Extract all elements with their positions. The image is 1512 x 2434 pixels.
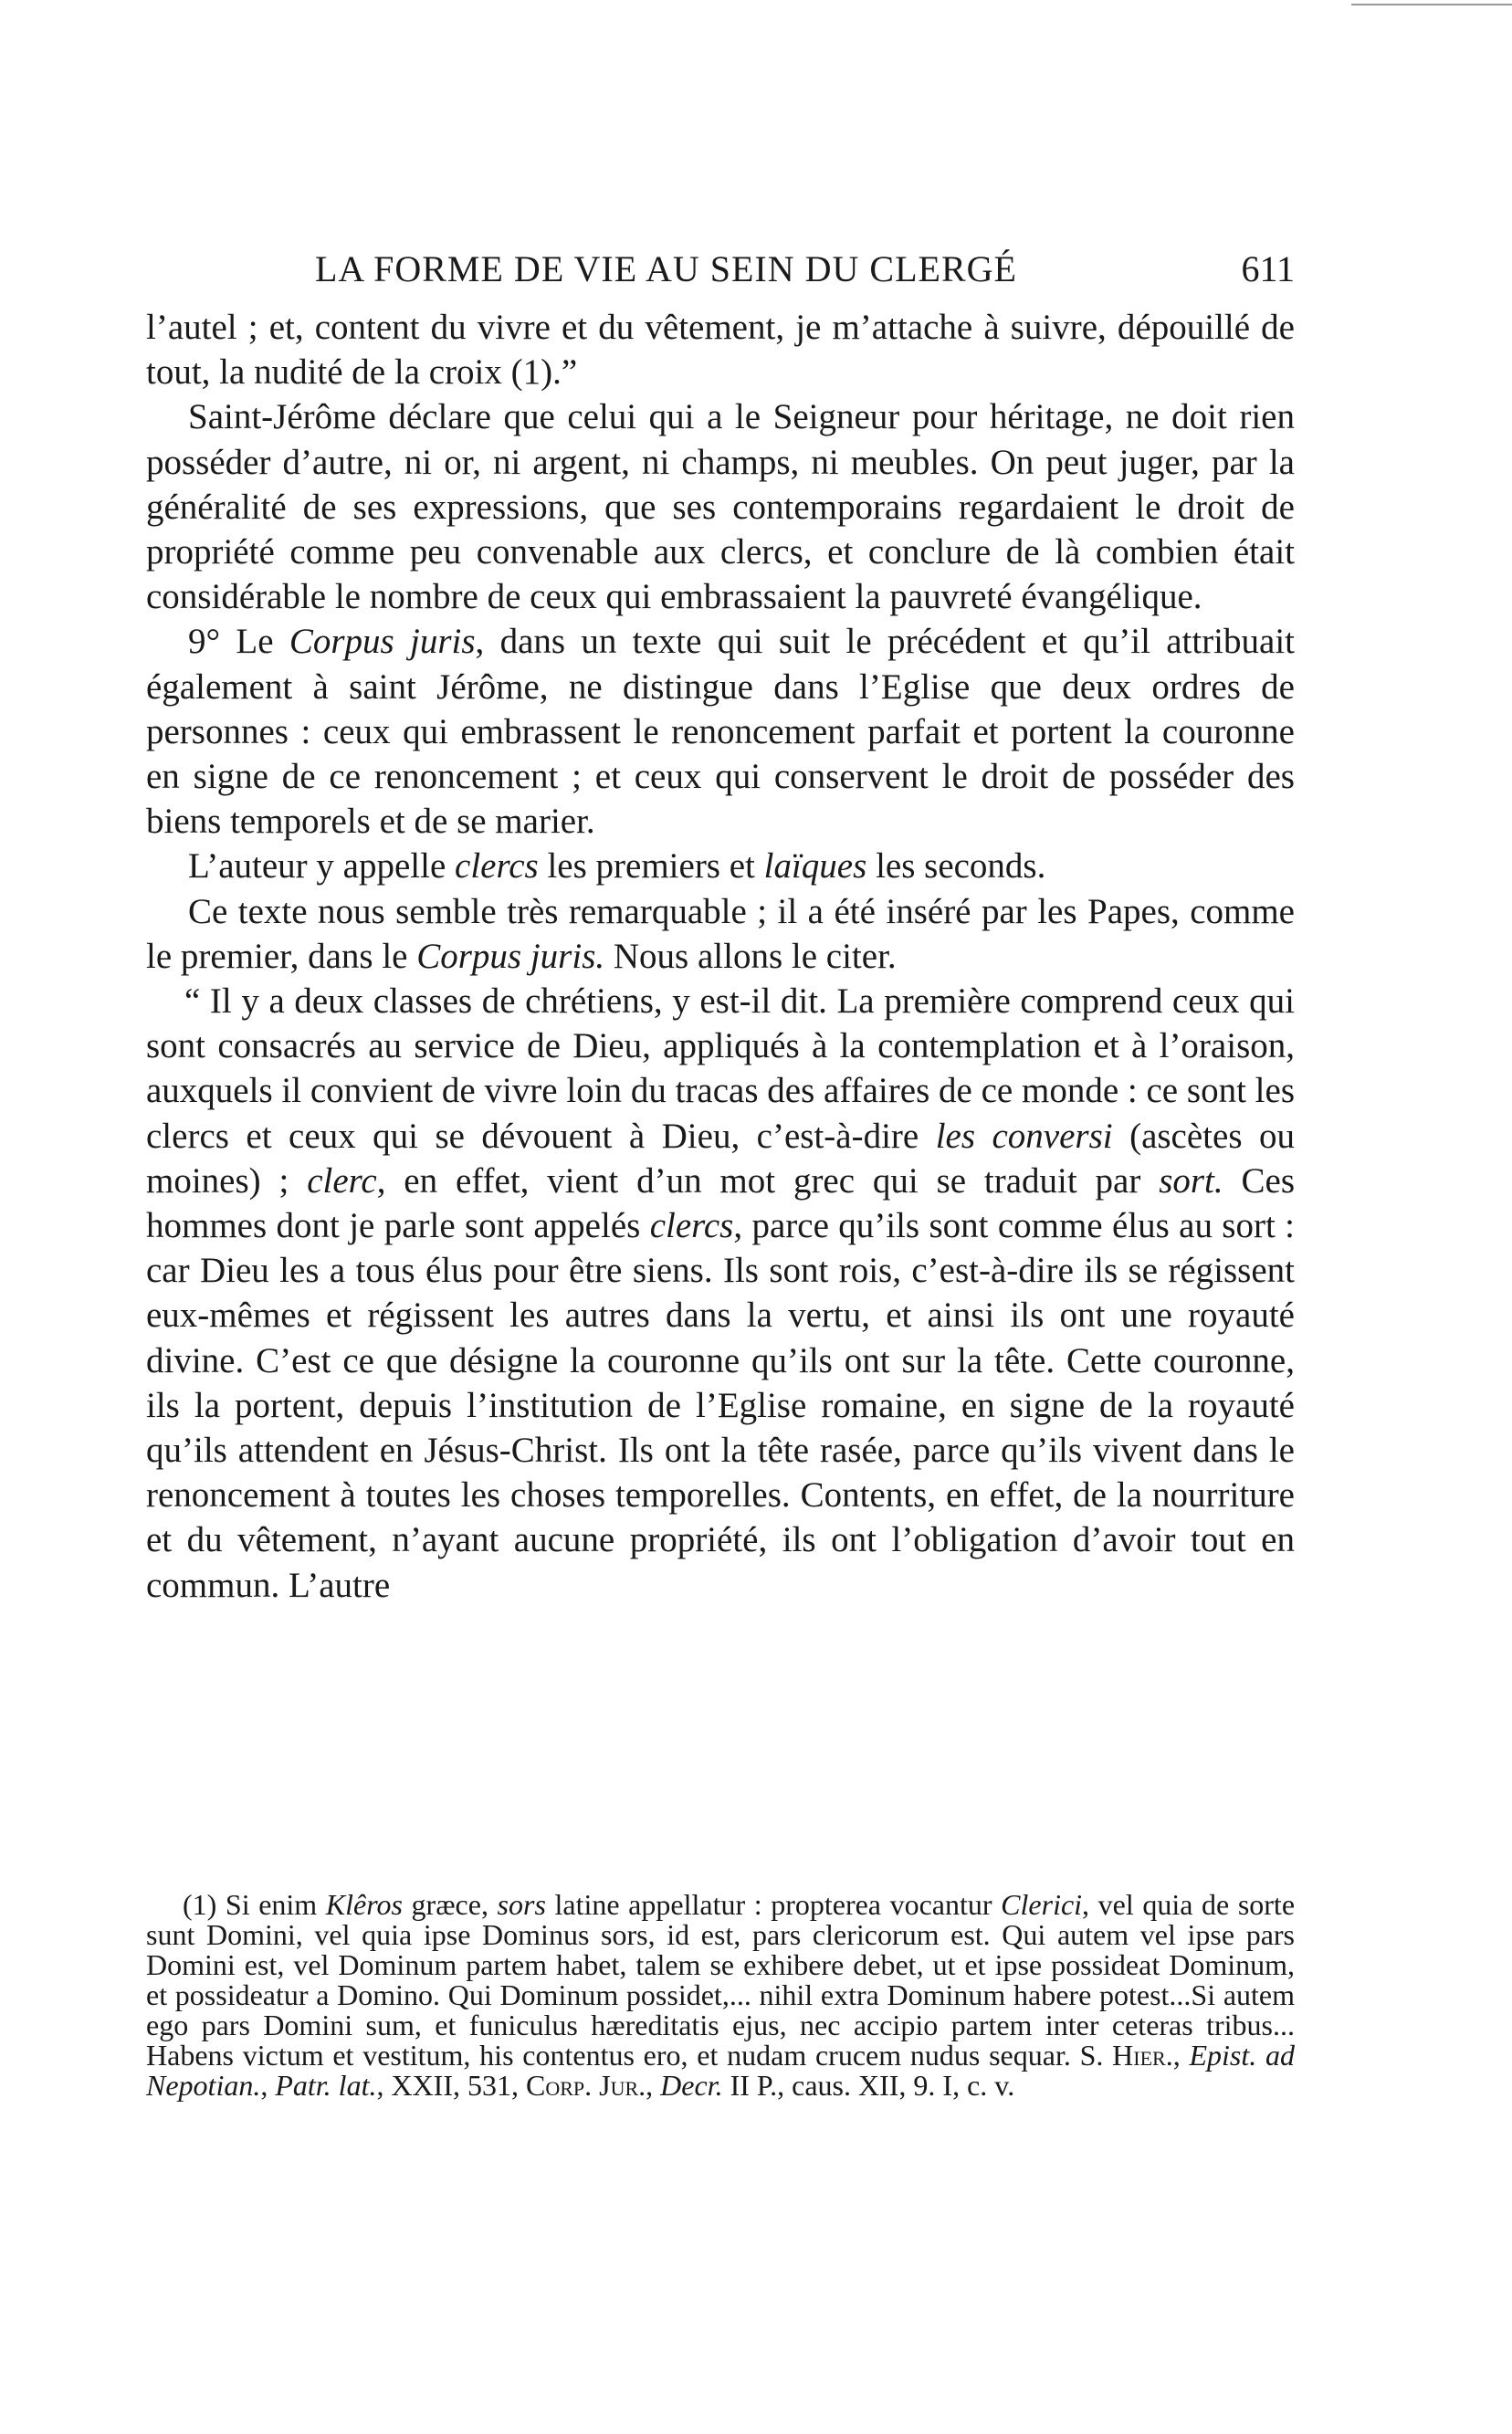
- text-span: latine appellatur : propterea vocantur: [545, 1888, 1002, 1921]
- text-span: L’auteur y appelle: [188, 846, 456, 887]
- small-caps-span: Hier.: [1112, 2039, 1173, 2072]
- paragraph-jerome: Saint-Jérôme déclare que celui qui a le Seigneur pour héritage, ne doit rien posséder d’autre, ni or, ni argent, ni champs, ni meubles. On peut juger, par la généralité de ses expressions, que ses contemporains regardaient le droit de propriété comme peu convenable aux clercs, et conclure de là combien était considérable le nombre de ceux qui embrassaient la pauvreté évangélique.: [146, 397, 1295, 617]
- italic-span: clerc: [307, 1160, 377, 1201]
- text-span: græce,: [402, 1888, 498, 1921]
- italic-span: sort.: [1159, 1160, 1223, 1201]
- italic-span: clercs: [649, 1206, 734, 1246]
- text-span: ,: [260, 2069, 276, 2102]
- text-span: 9° Le: [188, 622, 289, 662]
- text-span: Ces hommes dont je parle sont appelés: [146, 1160, 1296, 1246]
- footnote: [146, 1890, 1295, 2101]
- scan-edge-rule: [1351, 4, 1512, 5]
- text-span: les seconds.: [866, 846, 1046, 887]
- text-span: , vel quia de sorte sunt Domini, vel quia ipse Dominus sors, id est, pars clericorum est. Qui autem vel ipse pars Domini est, vel Dominum partem habet, talem se exhibere debet, ut et ipse possideat Dominum, et possideatur a Domino. Qui Dominum possidet,... nihil extra Dominum habere potest...Si autem ego pars Domini sum, et funiculus hæreditatis ejus, nec accipio partem inter ceteras tribus... Habens victum et vestitum, his contentus ero, et nudam crucem nudus sequar. S.: [146, 1888, 1296, 2072]
- running-head: [146, 247, 1295, 292]
- text-span: (1) Si enim: [183, 1888, 326, 1921]
- italic-span: Klêros: [325, 1888, 403, 1921]
- text-span: Ce texte nous semble très remarquable ; il a été inséré par les Papes, comme le premier, dans le: [146, 891, 1295, 976]
- running-title: LA FORME DE VIE AU SEIN DU CLERGÉ: [315, 248, 1017, 289]
- italic-span: Patr. lat.: [275, 2069, 377, 2102]
- text-span: , parce qu’ils sont comme élus au sort : car Dieu les a tous élus pour être siens. Ils sont rois, c’est-à-dire ils se régissent eux-mêmes et régissent les autres dans la vertu, et ainsi ils ont une royauté divine. C’est ce que désigne la couronne qu’ils ont sur la tête. Cette couronne, ils la portent, depuis l’institution de l’Eglise romaine, en signe de la royauté qu’ils attendent en Jésus-Christ. Ils ont la tête rasée, parce qu’ils vivent dans le renoncement à toutes les choses temporelles. Contents, en effet, de la nourriture et du vêtement, n’ayant aucune propriété, ils ont l’obligation d’avoir tout en commun. L’autre: [146, 1206, 1295, 1605]
- text-span: les premiers et: [538, 846, 764, 887]
- paragraph-clercs-laiques: [146, 844, 1295, 888]
- italic-span: laïques: [763, 846, 867, 887]
- text-span: Nous allons le citer.: [604, 936, 897, 976]
- italic-span: Epist. ad Nepotian.: [146, 2039, 1296, 2102]
- paragraph-texte-remarquable: [146, 889, 1295, 979]
- small-caps-span: Corp. Jur.: [525, 2069, 646, 2102]
- italic-span: Corpus juris.: [416, 936, 605, 976]
- italic-span: Clerici: [1001, 1888, 1083, 1921]
- text-span: ,: [1172, 2039, 1190, 2072]
- text-span: II P., caus. XII, 9. I, c. v.: [722, 2069, 1015, 2102]
- italic-span: Corpus juris: [289, 622, 476, 662]
- text-span: (ascètes ou moines) ;: [146, 1116, 1295, 1201]
- text-span: , dans un texte qui suit le précédent et qu’il attribuait également à saint Jérôme, ne distingue dans l’Eglise que deux ordres de personnes : ceux qui embrassent le renoncement parfait et portent la couronne en signe de ce renoncement ; et ceux qui conservent le droit de posséder des biens temporels et de se marier.: [146, 622, 1295, 842]
- text-span: , XXII, 531,: [376, 2069, 526, 2102]
- page-number: 611: [1241, 248, 1295, 289]
- paragraph-corpus-juris: [146, 619, 1295, 844]
- paragraph-continued: l’autel ; et, content du vivre et du vêtement, je m’attache à suivre, dépouillé de tout, la nudité de la croix (1).”: [146, 308, 1295, 393]
- text-span: ,: [646, 2069, 661, 2102]
- paragraph-quotation: [146, 979, 1295, 1608]
- italic-span: les conversi: [935, 1116, 1113, 1156]
- text-span: “ Il y a deux classes de chrétiens, y est-il dit. La première comprend ceux qui sont consacrés au service de Dieu, appliqués à la contemplation et à l’oraison, auxquels il convient de vivre loin du tracas des affaires de ce monde : ce sont les clercs et ceux qui se dévouent à Dieu, c’est-à-dire: [146, 981, 1295, 1156]
- italic-span: Decr.: [660, 2069, 723, 2102]
- main-text: [146, 305, 1295, 1608]
- italic-span: clercs: [455, 846, 539, 887]
- italic-span: sors: [497, 1888, 546, 1921]
- text-span: , en effet, vient d’un mot grec qui se traduit par: [376, 1160, 1160, 1201]
